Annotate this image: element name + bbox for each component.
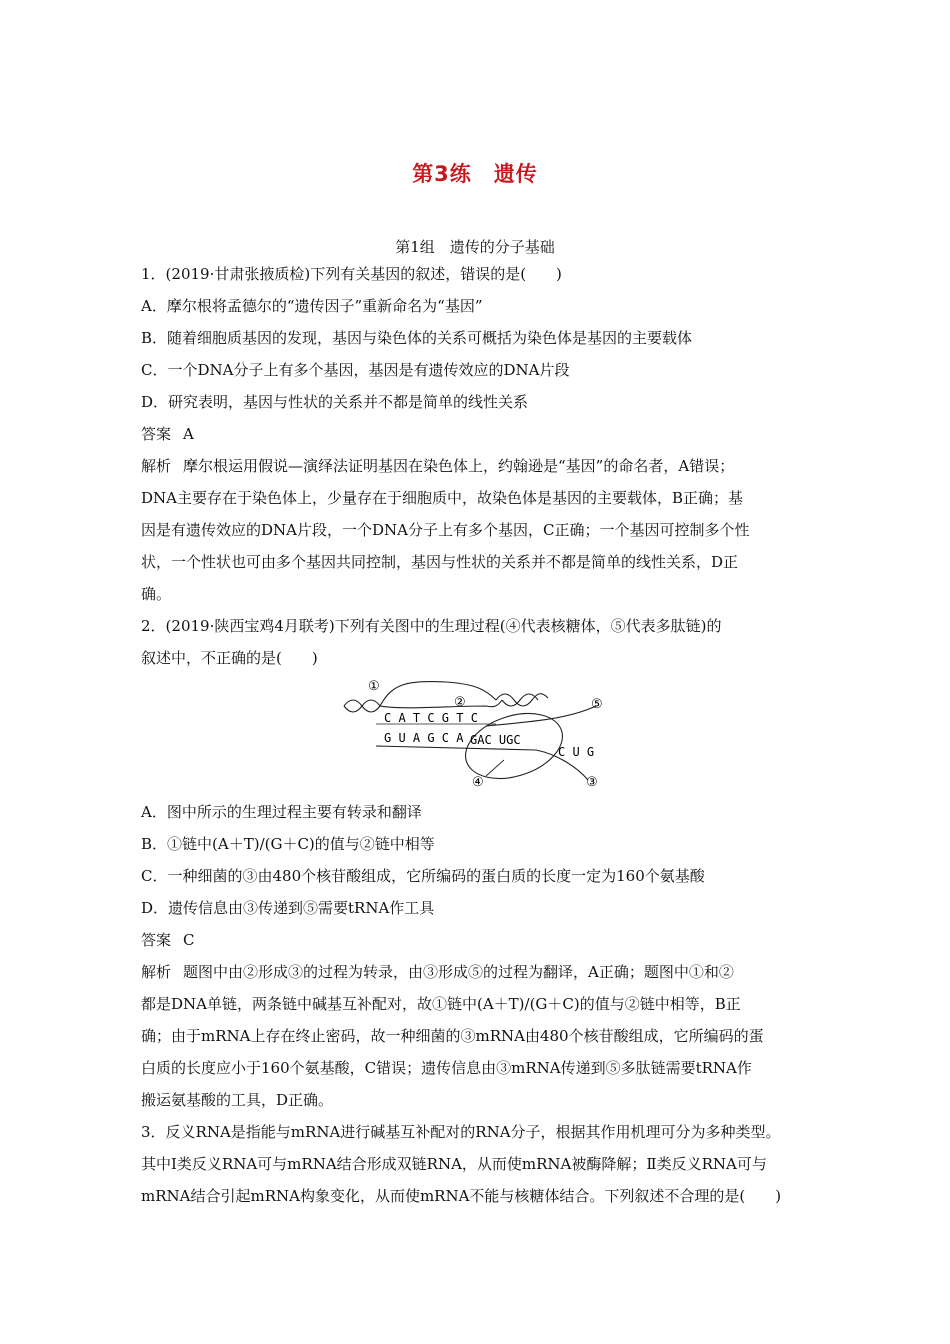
analysis-line [141, 956, 821, 988]
ribosome-pointer [486, 760, 504, 776]
analysis-line: 确。 [141, 585, 172, 603]
answer-value: A [183, 425, 194, 443]
mrna-bases-right: C U G [558, 745, 595, 759]
analysis-line: 确；由于mRNA上存在终止密码，故一种细菌的③mRNA由480个核苷酸组成，它所编码的蛋 [141, 1027, 764, 1045]
option-a: A．摩尔根将孟德尔的“遗传因子”重新命名为“基因” [141, 297, 483, 315]
mrna-bases-left: G U A G C A [384, 731, 464, 745]
option-d: D．研究表明，基因与性状的关系并不都是简单的线性关系 [141, 393, 529, 411]
analysis-line: 白质的长度应小于160个氨基酸，C错误；遗传信息由③mRNA传递到⑤多肽链需要tRNA作 [141, 1059, 752, 1077]
analysis-line: 都是DNA单链，两条链中碱基互补配对，故①链中(A＋T)/(G＋C)的值与②链中相等，B正 [141, 995, 741, 1013]
template-bases: C A T C G T C [384, 711, 478, 725]
question-stem: 叙述中，不正确的是( ) [141, 649, 318, 667]
dna-helix-right [496, 694, 548, 706]
question-stem: mRNA结合引起mRNA构象变化，从而使mRNA不能与核糖体结合。下列叙述不合理的是( ) [141, 1187, 782, 1205]
label-1: ① [368, 679, 380, 694]
section-heading: 第1组 遗传的分子基础 [395, 238, 555, 256]
question-stem: 其中Ⅰ类反义RNA可与mRNA结合形成双链RNA，从而使mRNA被酶降解；Ⅱ类反义RNA可与 [141, 1155, 767, 1173]
dna-helix-left-2 [344, 700, 380, 712]
analysis-label: 解析 [141, 457, 172, 475]
label-5: ⑤ [591, 697, 603, 712]
option-b: B．①链中(A＋T)/(G＋C)的值与②链中相等 [141, 835, 435, 853]
option-a: A．图中所示的生理过程主要有转录和翻译 [141, 803, 422, 821]
question-stem: 3．反义RNA是指能与mRNA进行碱基互补配对的RNA分子，根据其作用机理可分为多种类型。 [141, 1123, 781, 1141]
strand-1 [380, 682, 496, 706]
answer-value: C [183, 931, 195, 949]
label-3: ③ [586, 775, 598, 790]
page-title: 第3练 遗传 [412, 162, 538, 186]
analysis-label: 解析 [141, 963, 172, 981]
analysis-line: 状，一个性状也可由多个基因共同控制，基因与性状的关系并不都是简单的线性关系，D正 [141, 553, 739, 571]
question-3 [141, 1116, 821, 1212]
answer-row [141, 418, 821, 450]
answer-label: 答案 [141, 425, 172, 443]
analysis-line [141, 450, 821, 482]
analysis-line: DNA主要存在于染色体上，少量存在于细胞质中，故染色体是基因的主要载体，B正确；基 [141, 489, 744, 507]
question-2 [141, 796, 821, 1116]
analysis-line: 因是有遗传效应的DNA片段，一个DNA分子上有多个基因，C正确；一个基因可控制多个性 [141, 521, 750, 539]
option-b: B．随着细胞质基因的发现，基因与染色体的关系可概括为染色体是基因的主要载体 [141, 329, 693, 347]
analysis-text: 摩尔根运用假说—演绎法证明基因在染色体上，约翰逊是“基因”的命名者，A错误； [183, 457, 735, 475]
analysis-text: 题图中由②形成③的过程为转录，由③形成⑤的过程为翻译，A正确；题图中①和② [183, 963, 734, 981]
answer-label: 答案 [141, 931, 172, 949]
label-2: ② [454, 695, 466, 710]
option-d: D．遗传信息由③传递到⑤需要tRNA作工具 [141, 899, 435, 917]
answer-row [141, 924, 821, 956]
transcription-translation-figure [336, 676, 616, 792]
option-c: C．一种细菌的③由480个核苷酸组成，它所编码的蛋白质的长度一定为160个氨基酸 [141, 867, 705, 885]
mrna-bases-mid: GAC UGC [470, 733, 521, 747]
option-c: C．一个DNA分子上有多个基因，基因是有遗传效应的DNA片段 [141, 361, 570, 379]
analysis-line: 搬运氨基酸的工具，D正确。 [141, 1091, 334, 1109]
question-stem: 2．(2019·陕西宝鸡4月联考)下列有关图中的生理过程(④代表核糖体，⑤代表多肽链)的 [141, 617, 722, 635]
label-4: ④ [472, 775, 484, 790]
question-1 [141, 258, 821, 610]
question-stem: 1．(2019·甘肃张掖质检)下列有关基因的叙述，错误的是( ) [141, 265, 562, 283]
polypeptide-5 [486, 706, 596, 726]
strand-2 [380, 700, 502, 708]
question-2-stem [141, 610, 821, 674]
